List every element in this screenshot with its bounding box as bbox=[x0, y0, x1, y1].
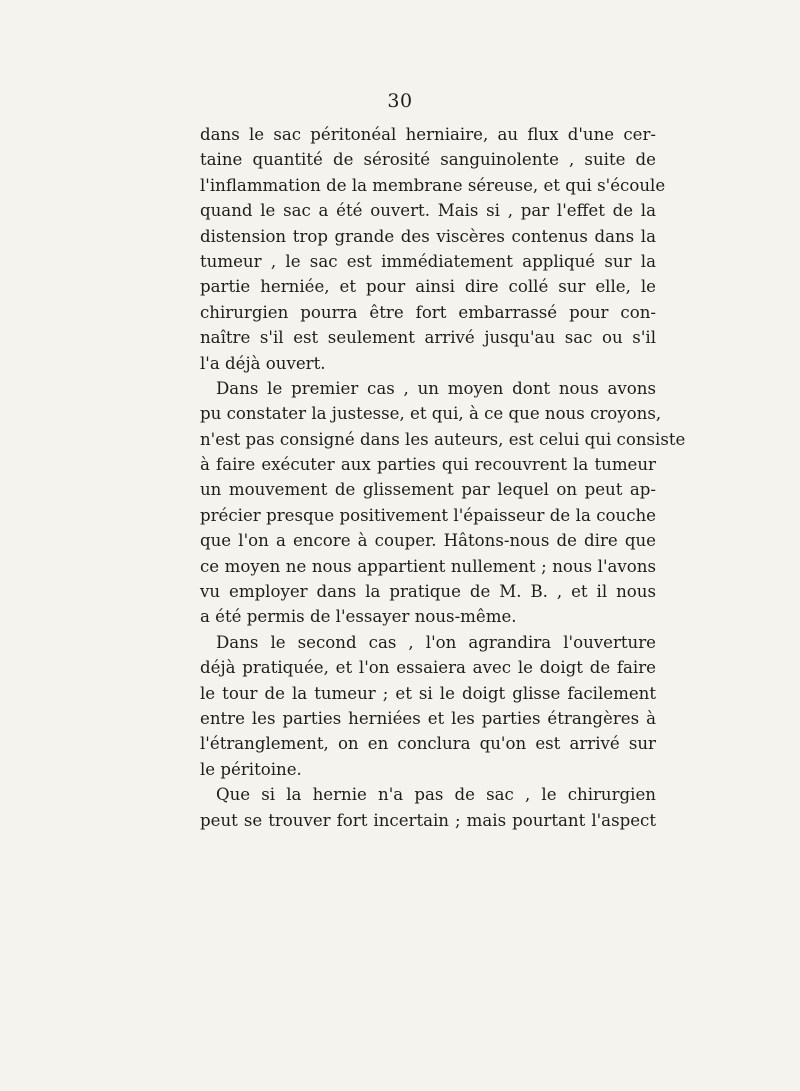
text-line: taine quantité de sérosité sanguinolente , suite de bbox=[200, 150, 656, 170]
text-line: déjà pratiquée, et l'on essaiera avec le doigt de faire bbox=[200, 658, 656, 678]
text-line: naître s'il est seulement arrivé jusqu'au sac ou s'il bbox=[200, 328, 656, 348]
text-line: chirurgien pourra être fort embarrassé pour con- bbox=[200, 302, 656, 322]
text-line: précier presque positivement l'épaisseur de la couche bbox=[200, 505, 656, 525]
text-line: un mouvement de glissement par lequel on peut ap- bbox=[200, 480, 656, 500]
text-line: Dans le premier cas , un moyen dont nous avons bbox=[216, 378, 656, 398]
text-line: partie herniée, et pour ainsi dire collé sur elle, le bbox=[200, 277, 656, 297]
text-line: n'est pas consigné dans les auteurs, est celui qui consiste bbox=[200, 429, 686, 449]
text-line: l'a déjà ouvert. bbox=[200, 353, 326, 373]
text-line: quand le sac a été ouvert. Mais si , par l'effet de la bbox=[200, 201, 656, 221]
text-line: l'inflammation de la membrane séreuse, et qui s'écoule bbox=[200, 175, 666, 195]
text-line: le péritoine. bbox=[200, 759, 302, 779]
text-line: pu constater la justesse, et qui, à ce que nous croyons, bbox=[200, 404, 662, 424]
text-line: l'étranglement, on en conclura qu'on est arrivé sur bbox=[200, 734, 656, 754]
text-line: Dans le second cas , l'on agrandira l'ouverture bbox=[216, 632, 656, 652]
text-line: le tour de la tumeur ; et si le doigt glisse facilement bbox=[200, 683, 656, 703]
text-line: entre les parties herniées et les parties étrangères à bbox=[200, 708, 656, 728]
text-line: que l'on a encore à couper. Hâtons-nous de dire que bbox=[200, 531, 656, 551]
text-line: a été permis de l'essayer nous-même. bbox=[200, 607, 517, 627]
text-line: tumeur , le sac est immédiatement appliqué sur la bbox=[200, 251, 656, 271]
page-number: 30 bbox=[387, 90, 413, 112]
text-line: Que si la hernie n'a pas de sac , le chirurgien bbox=[216, 785, 656, 805]
text-line: distension trop grande des viscères contenus dans la bbox=[200, 226, 656, 246]
text-line: vu employer dans la pratique de M. B. , et il nous bbox=[200, 582, 656, 602]
text-line: à faire exécuter aux parties qui recouvrent la tumeur bbox=[200, 455, 656, 475]
text-line: ce moyen ne nous appartient nullement ; nous l'avons bbox=[200, 556, 656, 576]
text-line: dans le sac péritonéal herniaire, au flux d'une cer- bbox=[200, 125, 656, 144]
text-line: peut se trouver fort incertain ; mais pourtant l'aspect bbox=[200, 810, 656, 830]
body-text bbox=[200, 122, 686, 833]
